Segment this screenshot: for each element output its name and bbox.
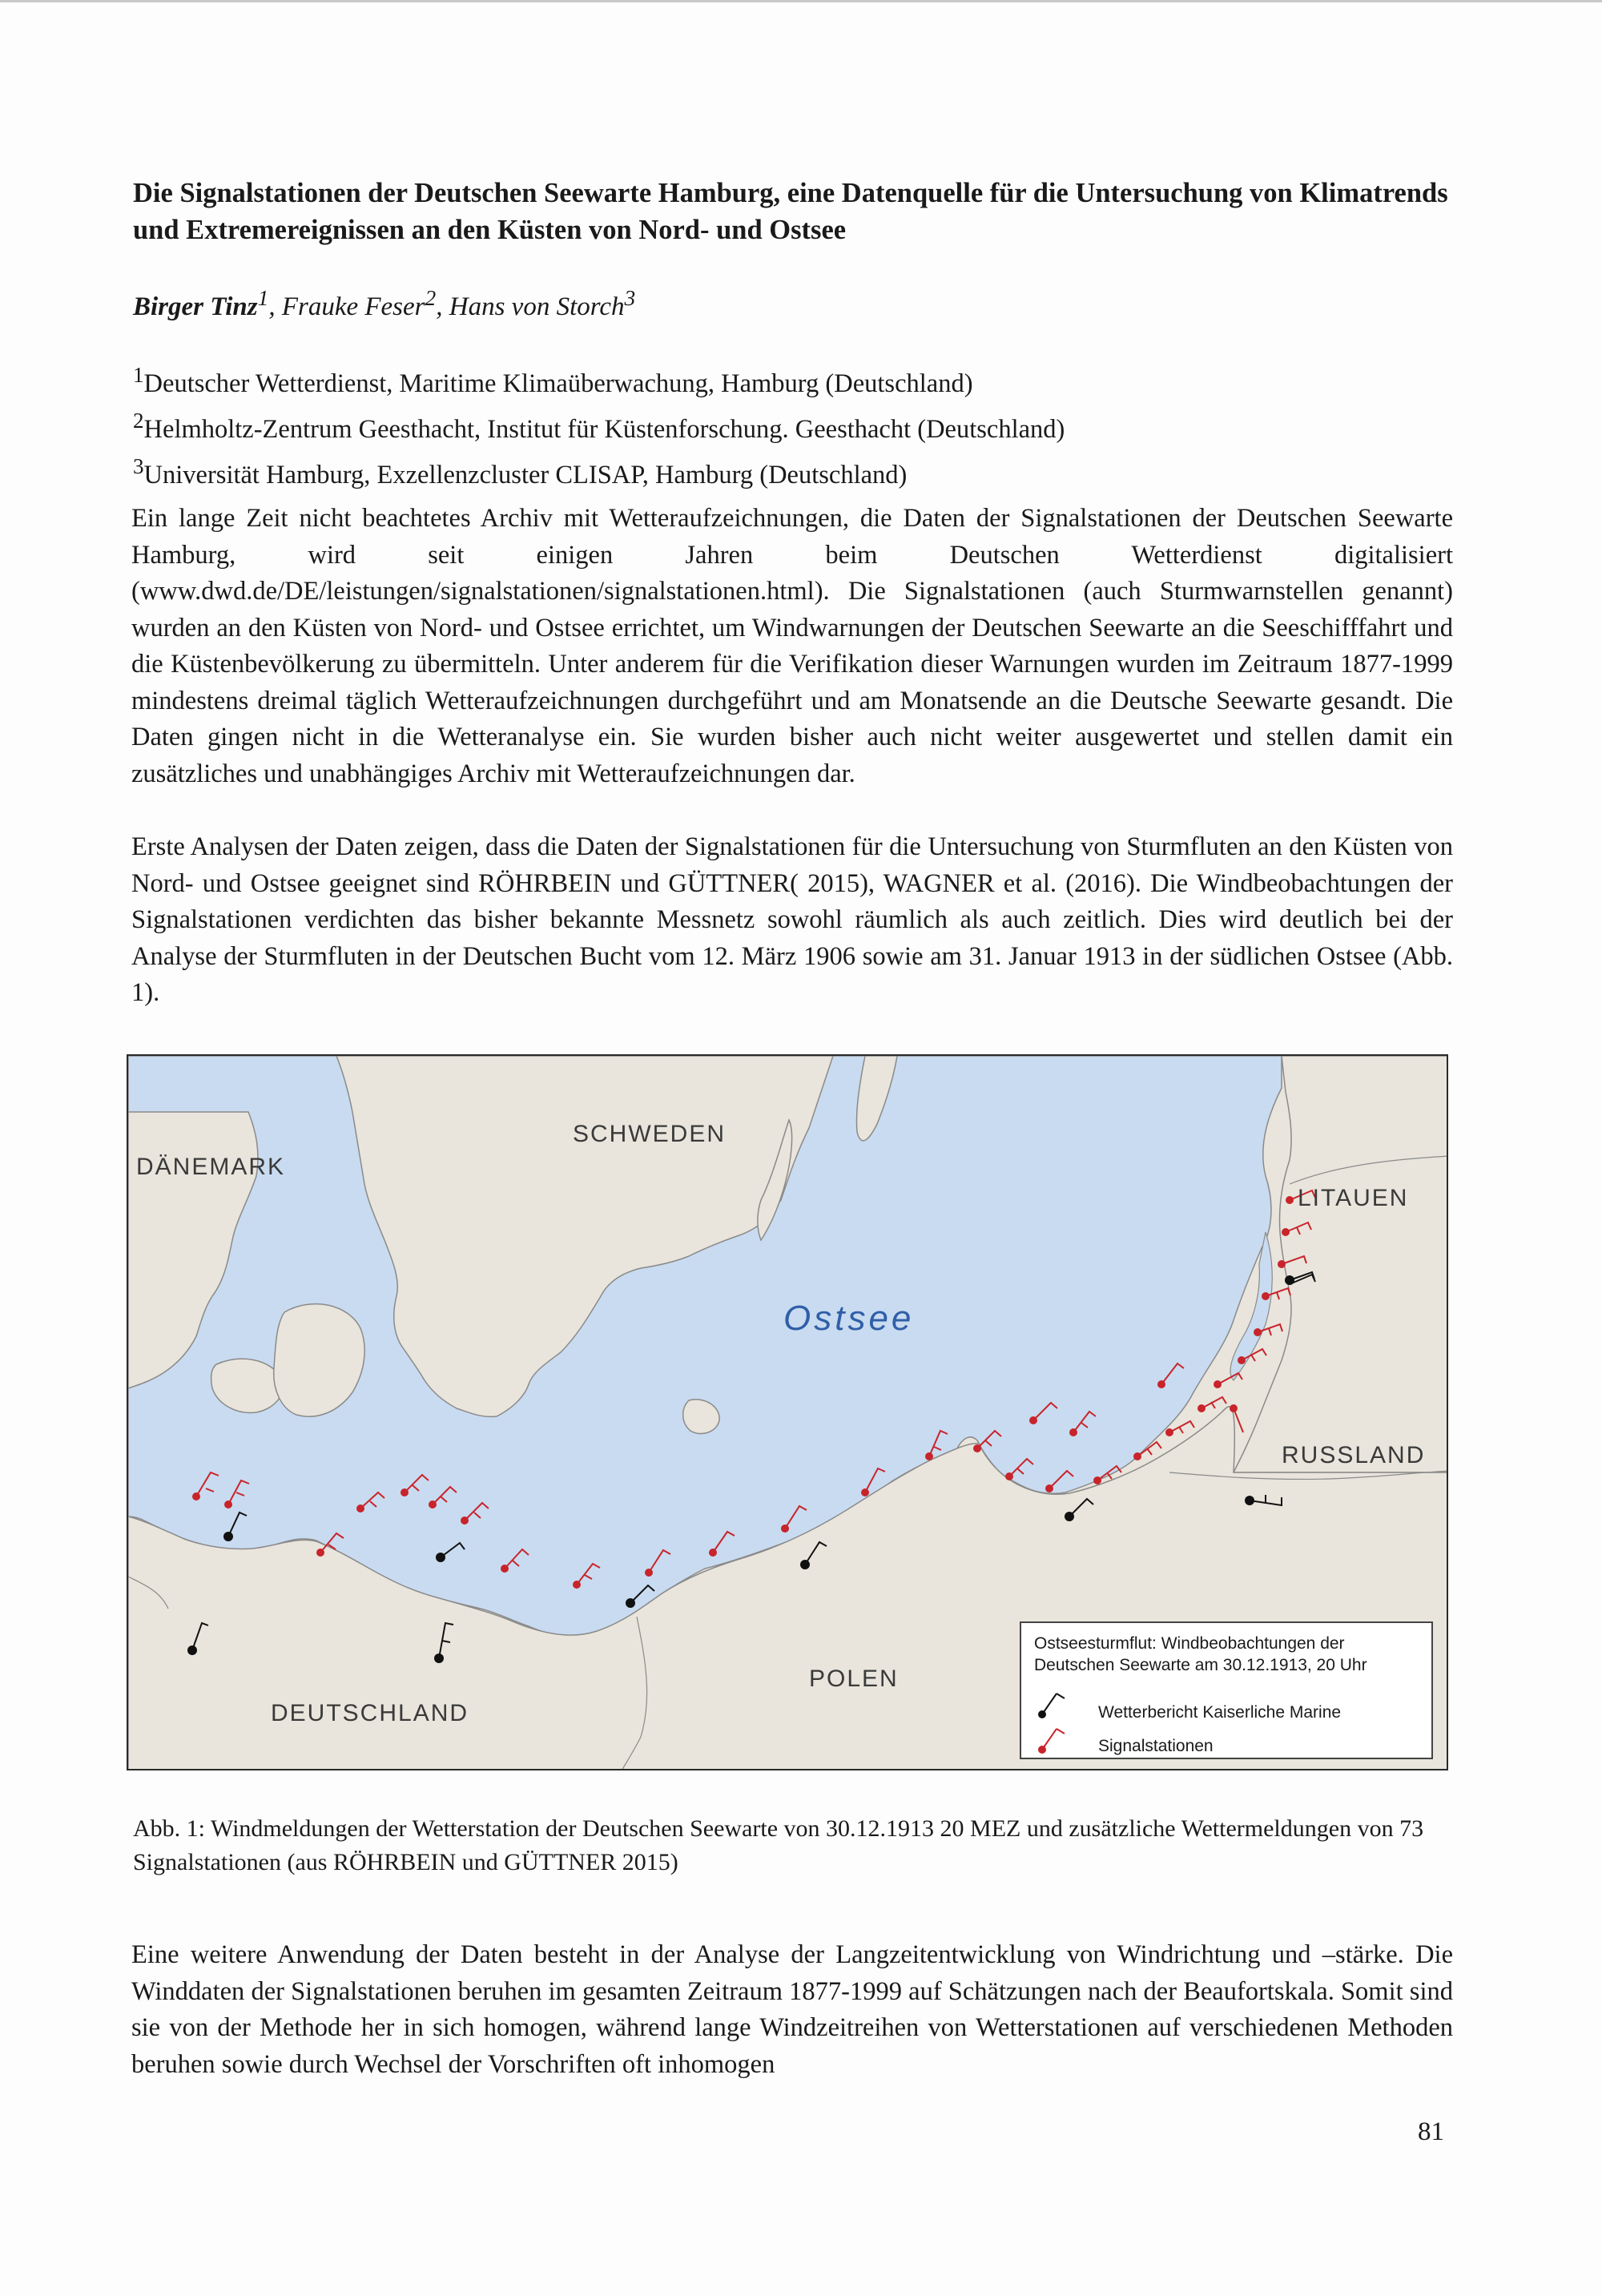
author-lead-sup: 1 (257, 285, 269, 310)
signal-dot (1278, 1260, 1286, 1268)
author-lead: Birger Tinz (133, 292, 258, 321)
author-3-sup: 3 (624, 285, 636, 310)
author-2: Frauke Feser (281, 292, 425, 321)
affiliation-2-sup: 2 (133, 408, 144, 433)
label-deutschland: DEUTSCHLAND (271, 1700, 469, 1726)
navy-dot (223, 1532, 233, 1541)
signal-dot (1133, 1452, 1141, 1460)
signal-dot (973, 1444, 981, 1452)
navy-dot (626, 1598, 635, 1608)
affiliations (133, 356, 1463, 493)
signal-dot (645, 1569, 653, 1577)
author-line: Birger Tinz$^1$, Frauke Feser$^2$, Hans von Storch$^3$ (133, 285, 636, 321)
signal-dot (1069, 1428, 1077, 1436)
paper-title: Die Signalstationen der Deutschen Seewarte Hamburg, eine Datenquelle für die Untersuchung von Klimatrends und Extremereignissen an den Küsten von Nord- und Ostsee (133, 178, 1448, 245)
signal-dot (316, 1549, 324, 1557)
affiliation-1-text: Deutscher Wetterdienst, Maritime Klimaüberwachung, Hamburg (Deutschland) (143, 369, 973, 398)
paragraph-1: Ein lange Zeit nicht beachtetes Archiv mit Wetteraufzeichnungen, die Daten der Signalstationen der Deutschen Seewarte Hamburg, wird seit einigen Jahren beim Deutschen Wetterdienst digitalisiert (www.dwd.de/DE/leistungen/signalstationen/signalstationen.html). Die Signalstationen (auch Sturmwarnstellen genannt) wurden an den Küsten von Nord- und Ostsee errichtet, um Windwarnungen der Deutschen Seewarte an die Seeschifffahrt und die Küstenbevölkerung zu übermitteln. Unter anderem für die Verifikation dieser Warnungen wurden im Zeitraum 1877-1999 mindestens dreimal täglich Wetteraufzeichnungen durchgeführt und am Monatsende an die Deutsche Seewarte gesandt. Die Daten gingen nicht in die Wetteranalyse ein. Sie wurden bisher auch nicht weiter ausgewertet und stellen damit ein zusätzliches und unabhängiges Archiv mit Wetteraufzeichnungen dar. (131, 504, 1453, 788)
author-3: Hans von Storch (449, 292, 625, 321)
affiliation-1 (133, 356, 1463, 402)
paragraph-2: Erste Analysen der Daten zeigen, dass die Daten der Signalstationen für die Untersuchung von Sturmfluten an den Küsten von Nord- und Ostsee geeignet sind RÖHRBEIN und GÜTTNER( 2015), WAGNER et al. (2016). Die Windbeobachtungen der Signalstationen verdichten das bisher bekannte Messnetz sowohl räumlich als auch zeitlich. Dies wird deutlich bei der Analyse der Sturmfluten in der Deutschen Bucht vom 12. März 1906 sowie am 31. Januar 1913 in der südlichen Ostsee (Abb. 1). (131, 832, 1453, 1007)
signal-dot (1262, 1292, 1270, 1300)
paragraph-3: Eine weitere Anwendung der Daten besteht in der Analyse der Langzeitentwicklung von Windrichtung und –stärke. Die Winddaten der Signalstationen beruhen im gesamten Zeitraum 1877-1999 auf Schätzungen nach der Beaufortskala. Somit sind sie von der Methode her in sich homogen, während lange Windzeitreihen von Wetterstationen auf verschiedenen Methoden beruhen sowie durch Wechsel der Vorschriften oft inhomogen (131, 1940, 1453, 2079)
signal-dot (1197, 1404, 1206, 1412)
signal-dot (573, 1581, 581, 1589)
affiliation-1-sup: 1 (133, 363, 144, 387)
signal-barb (1202, 1397, 1226, 1408)
label-russland: RUSSLAND (1282, 1442, 1426, 1468)
legend-item-signal: Signalstationen (1098, 1737, 1214, 1755)
signal-dot (400, 1488, 409, 1496)
affiliation-3 (133, 448, 1463, 493)
signal-dot (781, 1525, 789, 1533)
figure-caption: Abb. 1: Windmeldungen der Wetterstation der Deutschen Seewarte von 30.12.1913 20 MEZ und zusätzliche Wettermeldungen von 73 Signalstationen (aus RÖHRBEIN und GÜTTNER 2015) (133, 1815, 1424, 1875)
navy-dot (434, 1654, 444, 1663)
signal-dot (1238, 1356, 1246, 1364)
affiliation-3-sup: 3 (133, 453, 144, 478)
legend-item-navy: Wetterbericht Kaiserliche Marine (1098, 1703, 1342, 1722)
signal-dot (1254, 1328, 1262, 1336)
signal-dot (224, 1500, 232, 1509)
navy-dot (1065, 1512, 1074, 1521)
navy-dot (800, 1560, 810, 1569)
signal-dot (925, 1452, 933, 1460)
signal-dot (1230, 1404, 1238, 1412)
signal-dot (1029, 1416, 1037, 1424)
signal-dot (1282, 1228, 1290, 1236)
label-polen: POLEN (809, 1666, 899, 1692)
signal-barb (1218, 1373, 1242, 1384)
signal-dot (1214, 1380, 1222, 1388)
label-schweden: SCHWEDEN (573, 1121, 727, 1147)
map-legend (1020, 1621, 1433, 1759)
legend-navy-symbol-icon (1032, 1687, 1081, 1719)
label-ostsee: Ostsee (783, 1299, 915, 1338)
navy-dot (1245, 1496, 1254, 1505)
label-litauen: LITAUEN (1298, 1185, 1409, 1211)
navy-dot (187, 1645, 197, 1655)
signal-dot (501, 1565, 509, 1573)
signal-dot (1165, 1428, 1173, 1436)
navy-dot (1285, 1275, 1294, 1285)
label-daenemark: DÄNEMARK (136, 1154, 286, 1180)
signal-dot (1157, 1380, 1165, 1388)
page-number: 81 (1418, 2117, 1444, 2146)
signal-dot (709, 1549, 717, 1557)
signal-dot (861, 1488, 869, 1496)
signal-dot (429, 1500, 437, 1509)
legend-title: Ostseesturmflut: Windbeobachtungen der Deutschen Seewarte am 30.12.1913, 20 Uhr (1034, 1634, 1367, 1674)
signal-dot (1045, 1484, 1053, 1492)
signal-dot (1005, 1472, 1013, 1480)
signal-dot (192, 1492, 200, 1500)
navy-dot (436, 1553, 445, 1562)
affiliation-2-text: Helmholtz-Zentrum Geesthacht, Institut für Küstenforschung. Geesthacht (Deutschland) (143, 414, 1065, 444)
map-figure (127, 1054, 1448, 1770)
signal-dot (1286, 1196, 1294, 1204)
top-rule (0, 0, 1602, 2)
signal-dot (461, 1517, 469, 1525)
legend-signal-symbol-icon (1032, 1722, 1081, 1754)
affiliation-2 (133, 402, 1463, 448)
signal-dot (1093, 1476, 1101, 1484)
author-2-sup: 2 (425, 285, 437, 310)
signal-dot (356, 1504, 364, 1513)
affiliation-3-text: Universität Hamburg, Exzellenzcluster CLISAP, Hamburg (Deutschland) (143, 460, 908, 489)
